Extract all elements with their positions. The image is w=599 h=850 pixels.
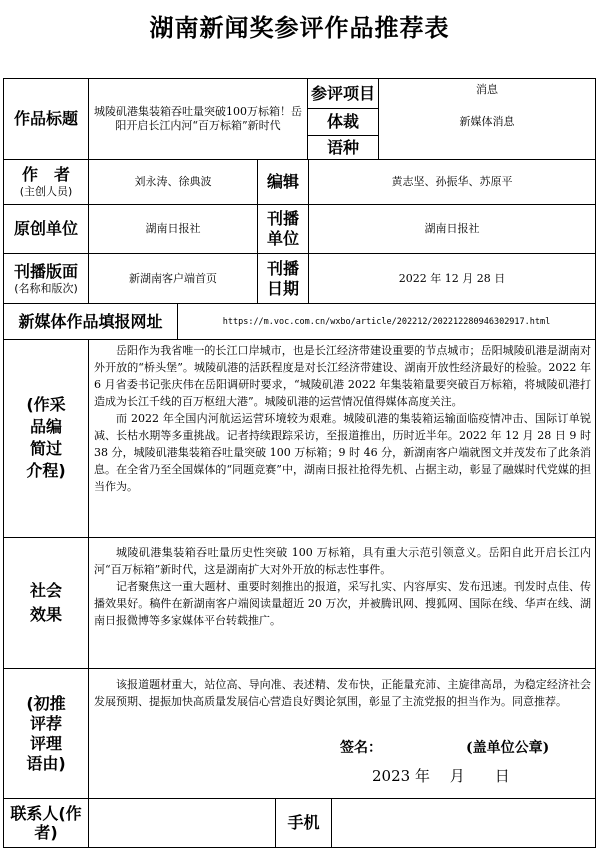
genre-label: 体裁 xyxy=(326,112,359,131)
author-label: 作 者 xyxy=(21,165,70,184)
social-paragraph: 记者聚焦这一重大题材、重要时刻推出的报道，采写扎实、内容厚实、发布迅速。刊发时点佳、传播效果好。稿件在新湖南客户端阅读量超近 20 万次，并被腾讯网、搜狐网、国际在线、华声在线、湖南日报微博等多家媒体平台转载推广。 xyxy=(94,580,591,627)
publish-page-note: (名称和版次) xyxy=(14,281,78,295)
url-value: https://m.voc.com.cn/wxbo/article/202212/202212280946302917.html xyxy=(222,316,551,327)
social-label: 社会效果 xyxy=(29,580,62,624)
process-label: (作采品编简过介程) xyxy=(26,394,66,480)
language-label: 语种 xyxy=(326,137,359,157)
language-value xyxy=(379,136,595,159)
author-label-cell xyxy=(4,160,88,204)
category-label: 参评项目 xyxy=(310,83,375,103)
publish-unit-value: 湖南日报社 xyxy=(424,222,480,235)
publish-date-label: 刊播日期 xyxy=(266,258,299,298)
author-note: (主创人员) xyxy=(19,185,73,198)
contact-value-field[interactable] xyxy=(89,799,275,847)
publish-date-value: 2022 年 12 月 28 日 xyxy=(398,271,506,285)
editor-label: 编辑 xyxy=(266,172,299,191)
publish-unit-label: 刊播单位 xyxy=(266,209,299,248)
phone-value-field[interactable] xyxy=(332,799,595,847)
sign-date: 2023 年 月 日 xyxy=(372,767,510,785)
publish-page-label-cell xyxy=(4,254,88,303)
stamp-label: (盖单位公章) xyxy=(466,740,550,756)
social-paragraph: 城陵矶港集装箱吞吐量历史性突破 100 万标箱，具有重大示范引领意义。岳阳自此开启长江内河“百万标箱”新时代，这是湖南扩大对外开放的标志性事件。 xyxy=(94,546,591,576)
origin-unit-label: 原创单位 xyxy=(13,219,78,238)
recommend-paragraph: 该报道题材重大，站位高、导向准、表述精、发布快，正能量充沛、主旋律高昂，为稳定经济社会发展预期、提振加快高质量发展信心营造良好舆论氛围，彰显了主流党报的担当作为。同意推荐。 xyxy=(94,678,591,708)
contact-label: 联系人(作者) xyxy=(10,804,82,842)
process-paragraph: 而 2022 年全国内河航运运营环境较为艰难。城陵矶港的集装箱运输面临疫情冲击、国际订单锐减、长枯水期等多重挑战。记者持续跟踪采访，至报道推出，历时近半年。2022 年 12 月 28 日 9 时 38 分，城陵矶港集装箱吞吐量突破 100 万标箱；9 时 46 分，新湖南客户端就图文并茂发布了此条消息。在全省乃至全国媒体的“同题竞赛”中，湖南日报社抢得先机、占据主动，彰显了融媒时代党媒的担当作为。 xyxy=(94,412,591,493)
genre-value: 新媒体消息 xyxy=(459,115,515,128)
sign-label: 签名： xyxy=(340,740,382,756)
social-text xyxy=(94,544,591,629)
process-paragraph: 岳阳作为我省唯一的长江口岸城市，也是长江经济带建设重要的节点城市；岳阳城陵矶港是湖南对外开放的“桥头堡”。城陵矶港的活跃程度是对长江经济带建设、湖南开放性经济最好的检验。2022 年 6 月省委书记张庆伟在岳阳调研时要求，“城陵矶港 2022 年集装箱量要突破百万标箱，将城陵矶港打造成为长江千线的百万枢纽大港”。城陵矶港的运营情况值得媒体高度关注。 xyxy=(94,344,591,408)
work-title-label: 作品标题 xyxy=(13,109,78,128)
recommend-label: (初推评荐评理语由) xyxy=(26,694,66,773)
process-text xyxy=(94,342,591,495)
publish-page-value: 新湖南客户端首页 xyxy=(129,271,217,285)
publish-page-label: 刊播版面 xyxy=(13,261,78,281)
origin-unit-value: 湖南日报社 xyxy=(145,222,201,235)
phone-label: 手机 xyxy=(287,813,320,832)
work-title-value: 城陵矶港集装箱吞吐量突破100万标箱！岳阳开启长江内河“百万标箱”新时代 xyxy=(94,105,302,132)
category-value: 消息 xyxy=(476,83,498,96)
url-label: 新媒体作品填报网址 xyxy=(18,311,163,331)
author-value: 刘永涛、徐典波 xyxy=(134,175,212,188)
editor-value: 黄志坚、孙振华、苏原平 xyxy=(391,175,513,188)
form-title: 湖南新闻奖参评作品推荐表 xyxy=(149,13,450,42)
recommend-text xyxy=(94,676,591,710)
